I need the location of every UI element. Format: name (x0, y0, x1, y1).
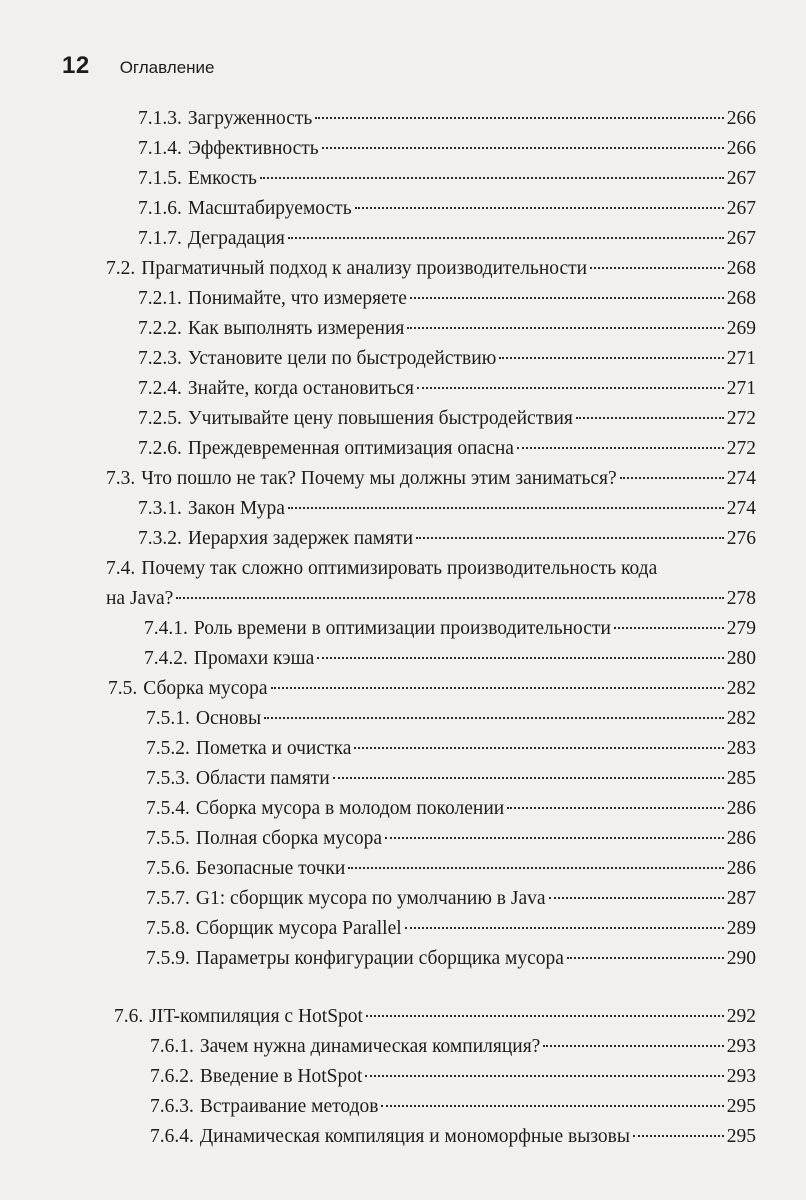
toc-entry: 7.6.4. Динамическая компиляция и мономорфные вызовы 295 (150, 1126, 756, 1147)
toc-entry: 7.3.1. Закон Мура 274 (138, 498, 756, 519)
toc-entry: 7.6.3. Встраивание методов 295 (150, 1096, 756, 1117)
toc-entry: 7.1.3. Загруженность 266 (138, 108, 756, 129)
toc-entry: 7.1.4. Эффективность 266 (138, 138, 756, 159)
page-number: 12 (62, 52, 90, 79)
page-header (62, 52, 214, 80)
toc-entry: 7.2.5. Учитывайте цену повышения быстродействия 272 (138, 408, 756, 429)
toc-entry: 7.5.3. Области памяти 285 (146, 768, 756, 789)
toc-entry: 7.6.2. Введение в HotSpot 293 (150, 1066, 756, 1087)
toc-entry: 7.5.6. Безопасные точки 286 (146, 858, 756, 879)
toc-entry: 7.3.2. Иерархия задержек памяти 276 (138, 528, 756, 549)
toc-section: 7.3. Что пошло не так? Почему мы должны этим заниматься? 274 (106, 468, 756, 489)
toc-entry: 7.5.5. Полная сборка мусора 286 (146, 828, 756, 849)
running-title: Оглавление (119, 58, 215, 77)
toc-section: 7.6. JIT-компиляция с HotSpot 292 (114, 1006, 756, 1027)
toc-entry: 7.5.2. Пометка и очистка 283 (146, 738, 756, 759)
toc-entry: 7.2.4. Знайте, когда остановиться 271 (138, 378, 756, 399)
toc-entry: 7.1.5. Емкость 267 (138, 168, 756, 189)
toc-entry: 7.5.8. Сборщик мусора Parallel 289 (146, 918, 756, 939)
toc-entry: 7.5.4. Сборка мусора в молодом поколении 286 (146, 798, 756, 819)
toc-entry: 7.1.7. Деградация 267 (138, 228, 756, 249)
toc-entry: 7.1.6. Масштабируемость 267 (138, 198, 756, 219)
toc-entry: 7.4.1. Роль времени в оптимизации производительности 279 (144, 618, 756, 639)
toc-entry: 7.2.6. Преждевременная оптимизация опасна 272 (138, 438, 756, 459)
toc-entry: 7.5.9. Параметры конфигурации сборщика мусора 290 (146, 948, 756, 969)
toc-section: 7.2. Прагматичный подход к анализу производительности 268 (106, 258, 756, 279)
toc-entry: 7.5.1. Основы 282 (146, 708, 756, 729)
toc-entry: 7.2.2. Как выполнять измерения 269 (138, 318, 756, 339)
toc-entry: 7.5.7. G1: сборщик мусора по умолчанию в Java 287 (146, 888, 756, 909)
toc-entry: 7.2.1. Понимайте, что измеряете 268 (138, 288, 756, 309)
toc-section: 7.4. Почему так сложно оптимизировать производительность кода на Java? 278 (106, 558, 756, 609)
toc-section: 7.5. Сборка мусора 282 (108, 678, 756, 699)
toc-entry: 7.6.1. Зачем нужна динамическая компиляция? 293 (150, 1036, 756, 1057)
toc-entry: 7.2.3. Установите цели по быстродействию 271 (138, 348, 756, 369)
toc-entry: 7.4.2. Промахи кэша 280 (144, 648, 756, 669)
